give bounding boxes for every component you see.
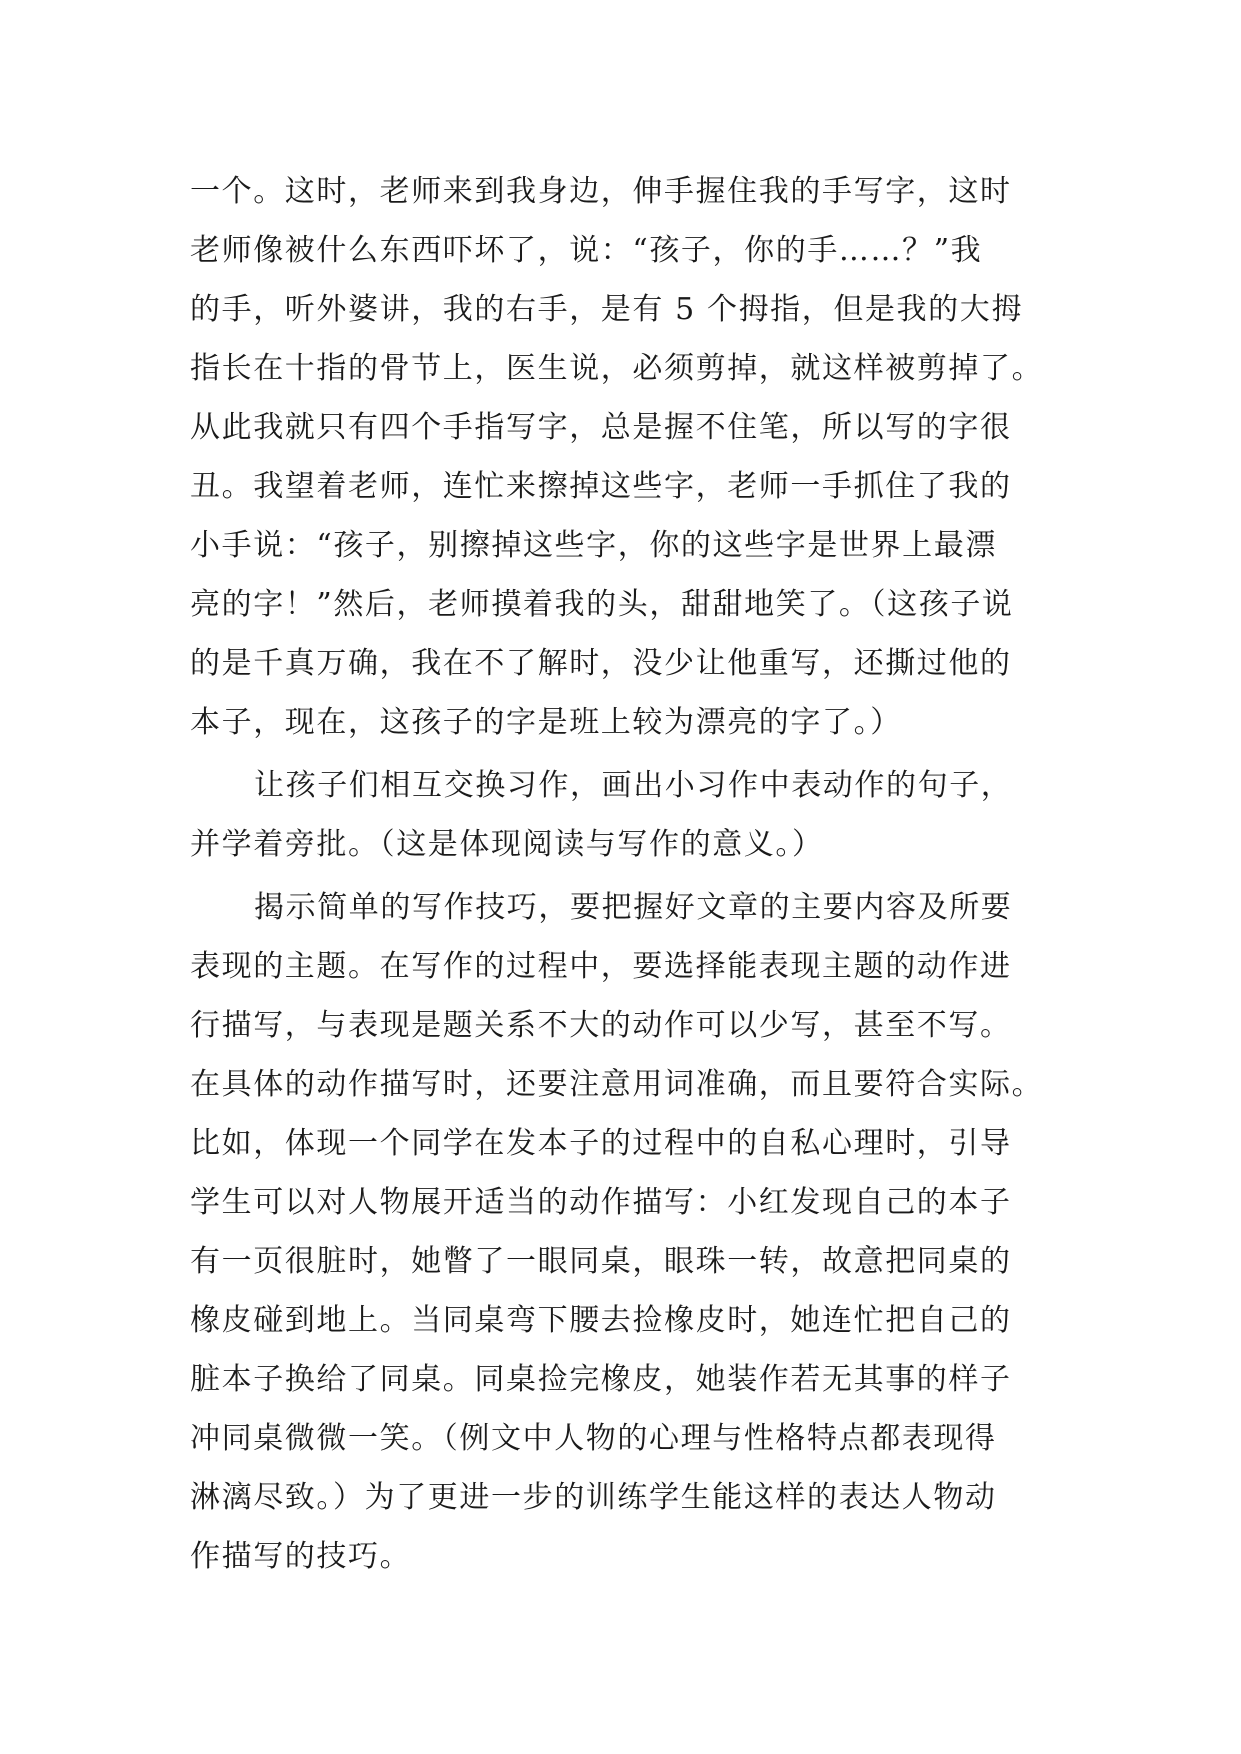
paragraph-story — [190, 162, 1050, 752]
text-line: 丑。我望着老师，连忙来擦掉这些字，老师一手抓住了我的 — [190, 469, 1012, 504]
text-line: 比如，体现一个同学在发本子的过程中的自私心理时，引导 — [190, 1126, 1012, 1161]
text-line: 冲同桌微微一笑。（例文中人物的心理与性格特点都表现得 — [190, 1421, 997, 1456]
text-line: 本子，现在，这孩子的字是班上较为漂亮的字了。） — [190, 705, 902, 740]
text-line: 的手，听外婆讲，我的右手，是有 5 个拇指，但是我的大拇 — [190, 292, 1023, 327]
text-line: 橡皮碰到地上。当同桌弯下腰去捡橡皮时，她连忙把自己的 — [190, 1303, 1012, 1338]
text-line: 淋漓尽致。）为了更进一步的训练学生能这样的表达人物动 — [190, 1480, 997, 1515]
text-line: 揭示简单的写作技巧，要把握好文章的主要内容及所要 — [254, 890, 1013, 925]
text-line: 学生可以对人物展开适当的动作描写：小红发现自己的本子 — [190, 1185, 1012, 1220]
text-line: 小手说：“孩子，别擦掉这些字，你的这些字是世界上最漂 — [190, 528, 997, 563]
text-line: 表现的主题。在写作的过程中，要选择能表现主题的动作进 — [190, 949, 1012, 984]
text-line: 从此我就只有四个手指写字，总是握不住笔，所以写的字很 — [190, 410, 1012, 445]
text-line: 脏本子换给了同桌。同桌捡完橡皮，她装作若无其事的样子 — [190, 1362, 1012, 1397]
text-line: 的是千真万确，我在不了解时，没少让他重写，还撕过他的 — [190, 646, 1012, 681]
text-line: 指长在十指的骨节上，医生说，必须剪掉，就这样被剪掉了。 — [190, 351, 1044, 386]
text-line: 并学着旁批。（这是体现阅读与写作的意义。） — [190, 827, 824, 862]
paragraph-technique — [190, 878, 1050, 1586]
text-line: 行描写，与表现是题关系不大的动作可以少写，甚至不写。 — [190, 1008, 1012, 1043]
document-body — [190, 162, 1050, 1586]
text-line: 有一页很脏时，她瞥了一眼同桌，眼珠一转，故意把同桌的 — [190, 1244, 1012, 1279]
text-line: 老师像被什么东西吓坏了，说：“孩子，你的手……？”我 — [190, 233, 983, 268]
text-line: 让孩子们相互交换习作，画出小习作中表动作的句子， — [254, 768, 1013, 803]
text-line: 亮的字！”然后，老师摸着我的头，甜甜地笑了。（这孩子说 — [190, 587, 1014, 622]
text-line: 在具体的动作描写时，还要注意用词准确，而且要符合实际。 — [190, 1067, 1044, 1102]
text-line: 作描写的技巧。 — [190, 1539, 412, 1574]
paragraph-exchange — [190, 756, 1050, 874]
text-line: 一个。这时，老师来到我身边，伸手握住我的手写字，这时 — [190, 174, 1012, 209]
